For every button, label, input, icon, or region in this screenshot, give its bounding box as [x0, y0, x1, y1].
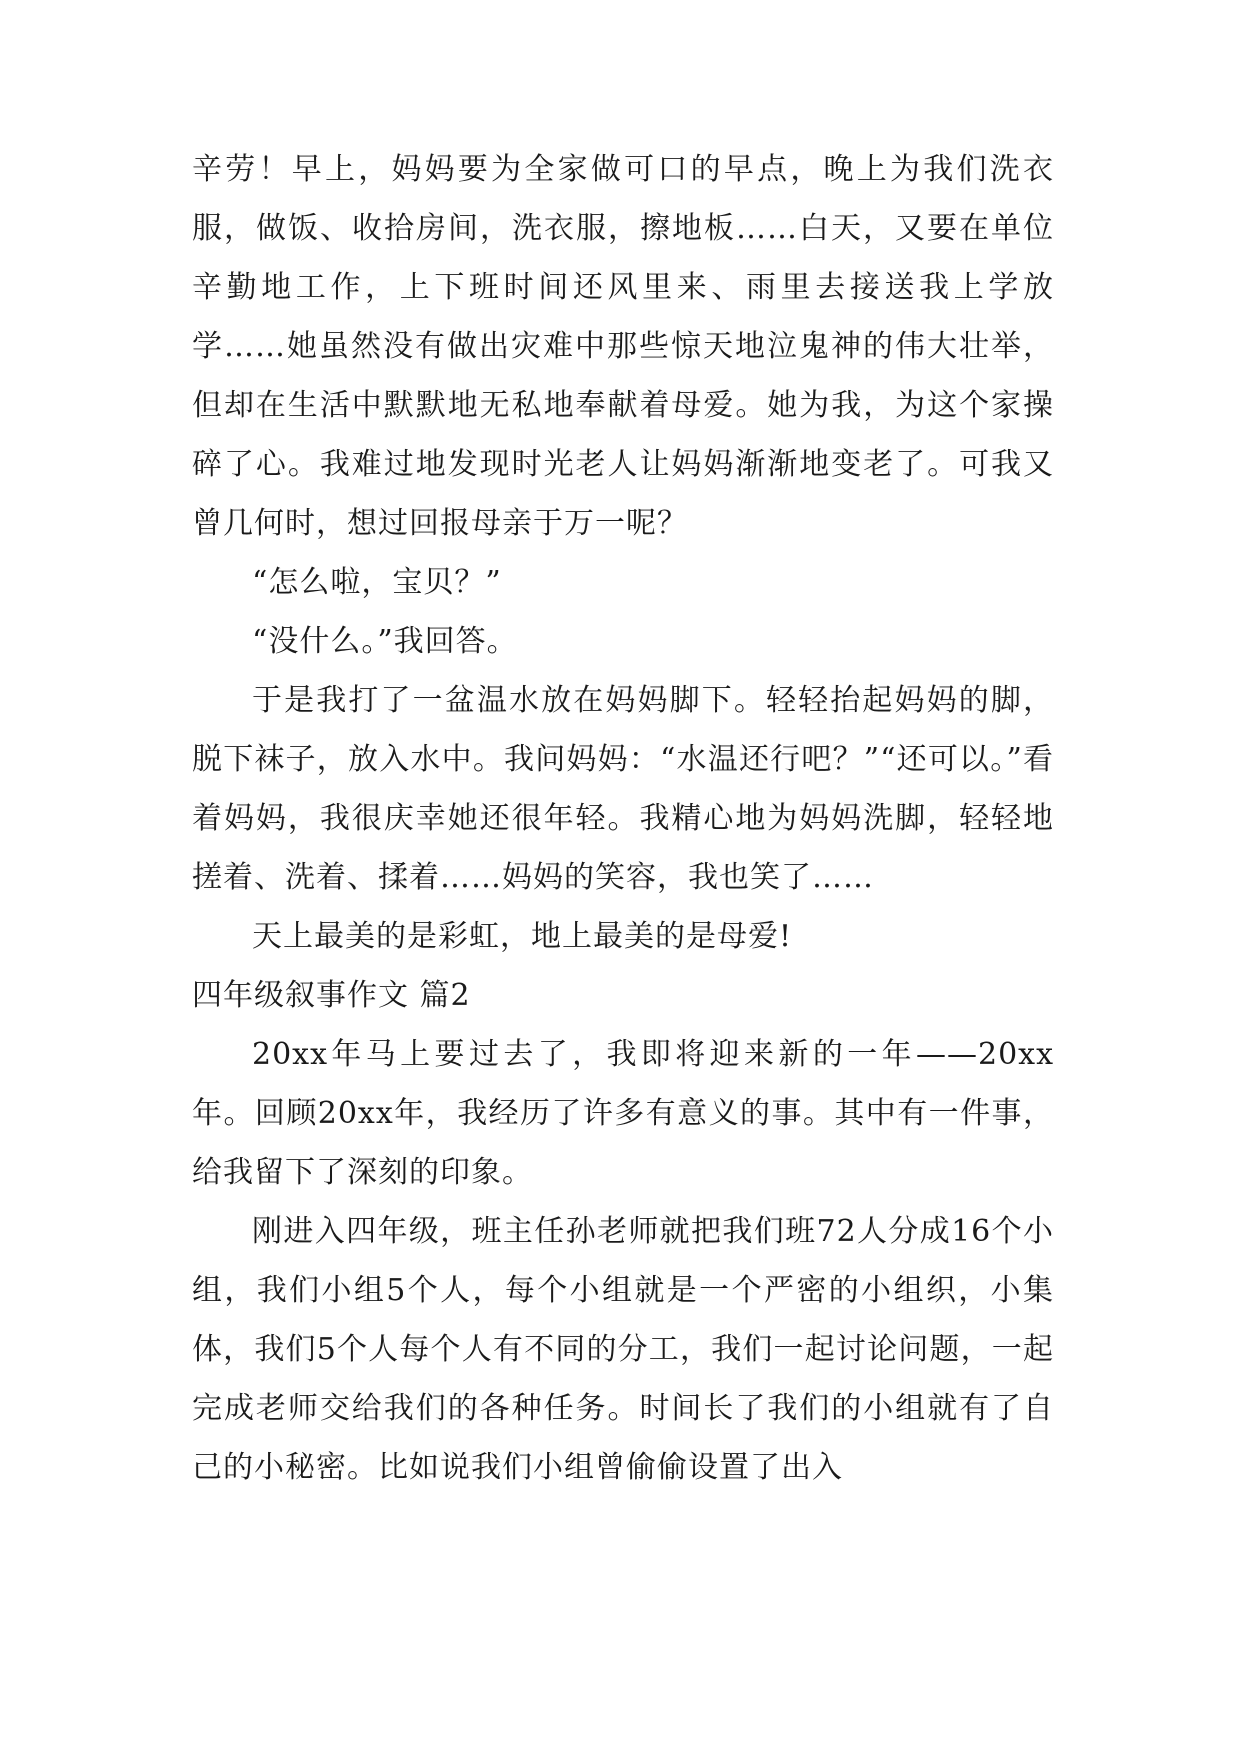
- paragraph-dialogue-answer: “没什么。”我回答。: [252, 624, 518, 659]
- section-heading: 四年级叙事作文 篇2: [192, 978, 471, 1013]
- paragraph-continued: 辛劳！早上，妈妈要为全家做可口的早点，晚上为我们洗衣服，做饭、收拾房间，洗衣服，擦地板……白天，又要在单位辛勤地工作，上下班时间还风里来、雨里去接送我上学放学……她虽然没有做出灾难中那些惊天地泣鬼神的伟大壮举，但却在生活中默默地无私地奉献着母爱。她为我，为这个家操碎了心。我难过地发现时光老人让妈妈渐渐地变老了。可我又曾几何时，想过回报母亲于万一呢？: [192, 152, 1054, 541]
- document-body: [192, 140, 1054, 1497]
- paragraph-foot-washing: 于是我打了一盆温水放在妈妈脚下。轻轻抬起妈妈的脚，脱下袜子，放入水中。我问妈妈：“水温还行吧？”“还可以。”看着妈妈，我很庆幸她还很年轻。我精心地为妈妈洗脚，轻轻地搓着、洗着、揉着……妈妈的笑容，我也笑了……: [192, 683, 1054, 895]
- paragraph-group-story: 刚进入四年级，班主任孙老师就把我们班72人分成16个小组，我们小组5个人，每个小组就是一个严密的小组织，小集体，我们5个人每个人有不同的分工，我们一起讨论问题，一起完成老师交给我们的各种任务。时间长了我们的小组就有了自己的小秘密。比如说我们小组曾偷偷设置了出入: [192, 1214, 1054, 1485]
- paragraph-conclusion: 天上最美的是彩虹，地上最美的是母爱!: [252, 919, 793, 954]
- paragraph-dialogue-question: “怎么啦，宝贝？”: [252, 565, 502, 600]
- paragraph-intro: 20xx年马上要过去了，我即将迎来新的一年——20xx年。回顾20xx年，我经历了许多有意义的事。其中有一件事，给我留下了深刻的印象。: [192, 1037, 1054, 1190]
